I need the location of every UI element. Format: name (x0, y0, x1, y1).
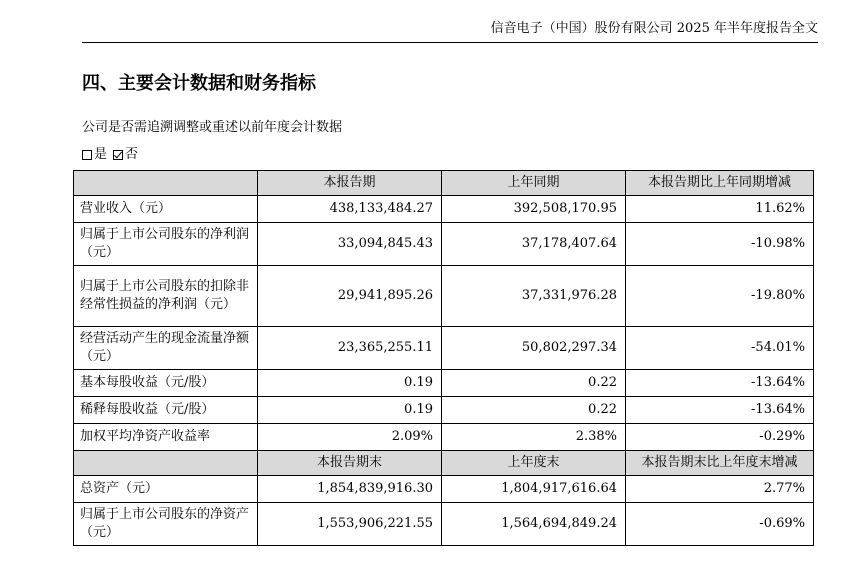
header-cell-change: 本报告期末比上年度末增减 (626, 451, 814, 476)
cell-prior: 37,331,976.28 (442, 266, 626, 327)
cell-prior: 0.22 (442, 397, 626, 424)
cell-prior: 392,508,170.95 (442, 196, 626, 223)
cell-current: 438,133,484.27 (258, 196, 442, 223)
cell-change: 11.62% (626, 196, 814, 223)
cell-prior: 50,802,297.34 (442, 327, 626, 370)
financial-indicators-table (73, 170, 814, 546)
cell-change: 2.77% (626, 476, 814, 503)
row-label: 基本每股收益（元/股） (74, 370, 258, 397)
section-title: 四、主要会计数据和财务指标 (82, 73, 316, 94)
cell-current: 33,094,845.43 (258, 223, 442, 266)
table-row (74, 503, 814, 546)
cell-change: -0.29% (626, 424, 814, 451)
row-label: 归属于上市公司股东的净资产（元） (74, 503, 258, 546)
table-row (74, 424, 814, 451)
table-subheader-row (74, 451, 814, 476)
row-label: 归属于上市公司股东的扣除非经常性损益的净利润（元） (74, 266, 258, 327)
cell-current: 1,854,839,916.30 (258, 476, 442, 503)
table-row (74, 196, 814, 223)
table-header-row (74, 171, 814, 196)
row-label: 总资产（元） (74, 476, 258, 503)
header-cell-blank (74, 171, 258, 196)
header-cell-change: 本报告期比上年同期增减 (626, 171, 814, 196)
row-label: 加权平均净资产收益率 (74, 424, 258, 451)
cell-prior: 37,178,407.64 (442, 223, 626, 266)
cell-current: 0.19 (258, 397, 442, 424)
checkbox-yes-icon[interactable] (82, 150, 92, 160)
cell-change: -13.64% (626, 370, 814, 397)
checkbox-no-checked-icon[interactable] (113, 150, 123, 160)
table-row (74, 476, 814, 503)
cell-change: -0.69% (626, 503, 814, 546)
row-label: 经营活动产生的现金流量净额（元） (74, 327, 258, 370)
header-cell-prior: 上年同期 (442, 171, 626, 196)
option-yes[interactable] (82, 146, 107, 164)
restatement-question: 公司是否需追溯调整或重述以前年度会计数据 (82, 120, 343, 135)
document-header: 信音电子（中国）股份有限公司 2025 年半年度报告全文 (490, 21, 818, 36)
cell-current: 29,941,895.26 (258, 266, 442, 327)
cell-current: 0.19 (258, 370, 442, 397)
table-row (74, 266, 814, 327)
table-row (74, 223, 814, 266)
option-yes-label: 是 (94, 147, 108, 162)
header-cell-prior-year-end: 上年度末 (442, 451, 626, 476)
header-cell-blank (74, 451, 258, 476)
cell-prior: 2.38% (442, 424, 626, 451)
row-label: 稀释每股收益（元/股） (74, 397, 258, 424)
cell-change: -13.64% (626, 397, 814, 424)
row-label: 归属于上市公司股东的净利润（元） (74, 223, 258, 266)
cell-change: -19.80% (626, 266, 814, 327)
restatement-options (82, 146, 144, 164)
cell-prior: 1,804,917,616.64 (442, 476, 626, 503)
table-row (74, 397, 814, 424)
cell-change: -54.01% (626, 327, 814, 370)
cell-prior: 1,564,694,849.24 (442, 503, 626, 546)
table-row (74, 327, 814, 370)
header-cell-current: 本报告期 (258, 171, 442, 196)
header-cell-period-end: 本报告期末 (258, 451, 442, 476)
header-rule (82, 42, 818, 43)
cell-prior: 0.22 (442, 370, 626, 397)
option-no-label: 否 (125, 147, 139, 162)
cell-current: 23,365,255.11 (258, 327, 442, 370)
cell-change: -10.98% (626, 223, 814, 266)
cell-current: 2.09% (258, 424, 442, 451)
table-row (74, 370, 814, 397)
option-no[interactable] (113, 146, 138, 164)
row-label: 营业收入（元） (74, 196, 258, 223)
cell-current: 1,553,906,221.55 (258, 503, 442, 546)
